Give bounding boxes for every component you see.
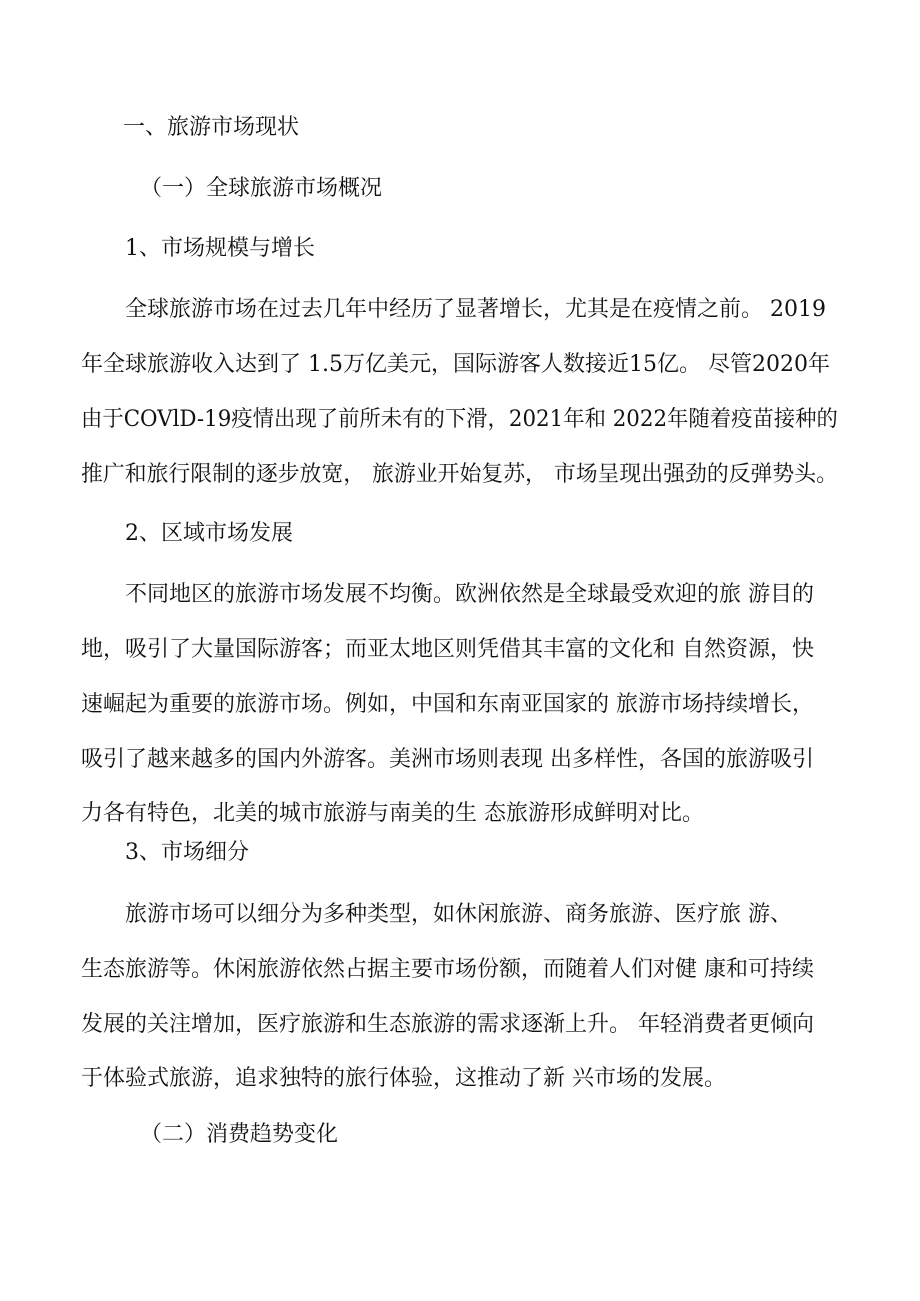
subheading-regional-market: 2、区域市场发展 bbox=[125, 521, 293, 546]
paragraph-3-line-2: 生态旅游等。休闲旅游依然占据主要市场份额，而随着人们对健 康和可持续 bbox=[81, 957, 814, 982]
subheading-market-segmentation: 3、市场细分 bbox=[125, 840, 249, 865]
subsection-heading-global-market: （一）全球旅游市场概况 bbox=[140, 176, 383, 201]
paragraph-1-line-1: 全球旅游市场在过去几年中经历了显著增长，尤其是在疫情之前。 2019 bbox=[125, 297, 826, 322]
paragraph-2-line-1: 不同地区的旅游市场发展不均衡。欧洲依然是全球最受欢迎的旅 游目的 bbox=[125, 582, 814, 607]
paragraph-2-line-2: 地，吸引了大量国际游客；而亚太地区则凭借其丰富的文化和 自然资源，快 bbox=[81, 637, 814, 662]
paragraph-2-line-5: 力各有特色，北美的城市旅游与南美的生 态旅游形成鲜明对比。 bbox=[81, 801, 704, 826]
paragraph-2-line-4: 吸引了越来越多的国内外游客。美洲市场则表现 出多样性，各国的旅游吸引 bbox=[81, 747, 814, 772]
paragraph-2-line-3: 速崛起为重要的旅游市场。例如，中国和东南亚国家的 旅游市场持续增长， bbox=[81, 692, 814, 717]
paragraph-1-line-2: 年全球旅游收入达到了 1.5万亿美元，国际游客人数接近15亿。 尽管2020年 bbox=[81, 352, 830, 377]
subsection-heading-consumption-trends: （二）消费趋势变化 bbox=[140, 1122, 339, 1147]
paragraph-3-line-1: 旅游市场可以细分为多种类型，如休闲旅游、商务旅游、医疗旅 游、 bbox=[125, 902, 792, 927]
paragraph-1-line-4: 推广和旅行限制的逐步放宽， 旅游业开始复苏， 市场呈现出强劲的反弹势头。 bbox=[81, 462, 838, 487]
paragraph-3-line-3: 发展的关注增加，医疗旅游和生态旅游的需求逐渐上升。 年轻消费者更倾向 bbox=[81, 1012, 814, 1037]
section-heading-1: 一、旅游市场现状 bbox=[123, 115, 300, 140]
subheading-market-scale: 1、市场规模与增长 bbox=[125, 236, 315, 261]
paragraph-1-line-3: 由于COVlD-19疫情出现了前所未有的下滑，2021年和 2022年随着疫苗接种的 bbox=[81, 407, 838, 432]
paragraph-3-line-4: 于体验式旅游，追求独特的旅行体验，这推动了新 兴市场的发展。 bbox=[81, 1066, 726, 1091]
